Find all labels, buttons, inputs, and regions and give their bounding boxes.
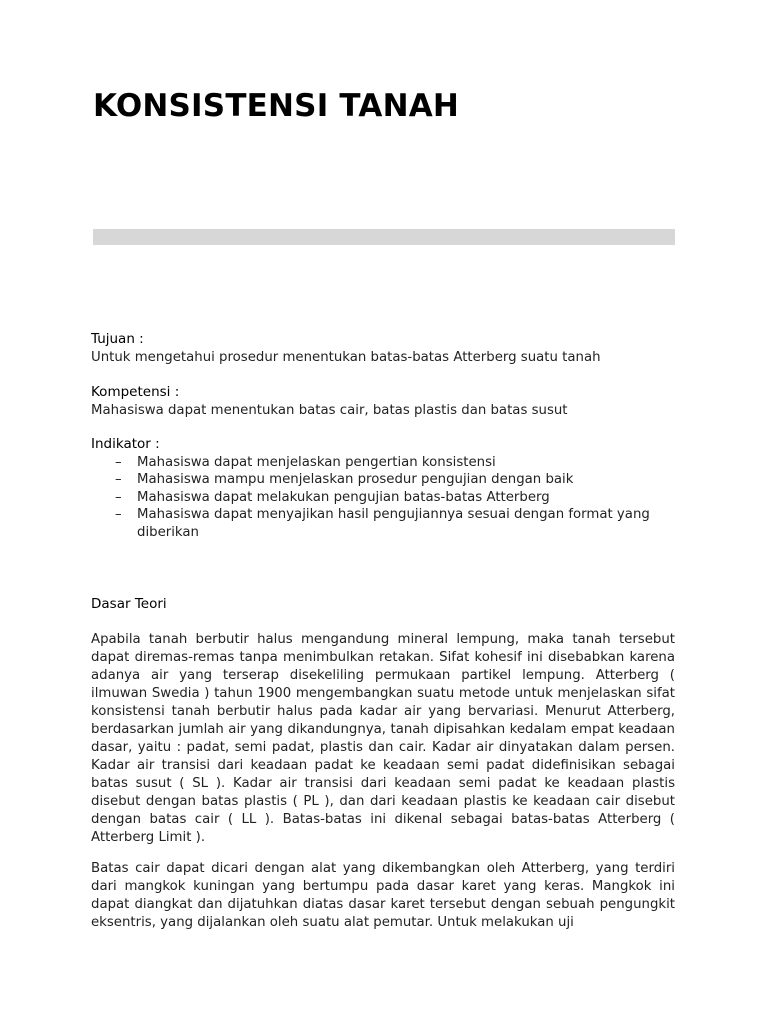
dasar-teori-paragraph-1: Apabila tanah berbutir halus mengandung mineral lempung, maka tanah tersebut dapat diremas-remas tanpa menimbulkan retakan. Sifat kohesif ini disebabkan karena adanya air yang terserap disekeliling permukaan partikel lempung. Atterberg ( ilmuwan Swedia ) tahun 1900 mengembangkan suatu metode untuk menjelaskan sifat konsistensi tanah berbutir halus pada kadar air yang bervariasi. Menurut Atterberg, berdasarkan jumlah air yang dikandungnya, tanah dipisahkan kedalam empat keadaan dasar, yaitu : padat, semi padat, plastis dan cair. Kadar air dinyatakan dalam persen. Kadar air transisi dari keadaan padat ke keadaan semi padat didefinisikan sebagai batas susut ( SL ). Kadar air transisi dari keadaan semi padat ke keadaan plastis disebut dengan batas plastis ( PL ), dan dari keadaan plastis ke keadaan cair disebut dengan batas cair ( LL ). Batas-batas ini dikenal sebagai batas-batas Atterberg ( Atterberg Limit ). [91,632,675,845]
dasar-teori-heading: Dasar Teori [91,596,167,612]
indikator-item [91,506,676,541]
document-title: KONSISTENSI TANAH [93,88,460,124]
indikator-item [91,471,676,489]
indikator-item-text: Mahasiswa dapat melakukan pengujian batas-batas Atterberg [137,489,550,505]
bullet-dash: – [115,489,122,505]
tujuan-section [91,331,676,366]
indikator-item [91,454,676,472]
indikator-item [91,489,676,507]
indikator-list [91,454,676,542]
kompetensi-text: Mahasiswa dapat menentukan batas cair, batas plastis dan batas susut [91,402,568,418]
kompetensi-heading: Kompetensi : [91,384,180,400]
bullet-dash: – [115,454,122,470]
title-separator-bar [93,229,675,245]
tujuan-text: Untuk mengetahui prosedur menentukan batas-batas Atterberg suatu tanah [91,349,601,365]
tujuan-heading: Tujuan : [91,331,144,347]
indikator-item-text: Mahasiswa dapat menyajikan hasil pengujiannya sesuai dengan format yang diberikan [137,507,650,540]
dasar-teori-paragraph-2: Batas cair dapat dicari dengan alat yang dikembangkan oleh Atterberg, yang terdiri dari mangkok kuningan yang bertumpu pada dasar karet yang keras. Mangkok ini dapat diangkat dan dijatuhkan diatas dasar karet tersebut dengan sebuah pengungkit eksentris, yang dijalankan oleh suatu alat pemutar. Untuk melakukan uji [91,861,675,930]
bullet-dash: – [115,472,122,487]
kompetensi-section [91,384,676,419]
indikator-heading: Indikator : [91,436,160,452]
indikator-item-text: Mahasiswa mampu menjelaskan prosedur pengujian dengan baik [137,472,574,487]
bullet-dash: – [115,507,122,522]
indikator-item-text: Mahasiswa dapat menjelaskan pengertian konsistensi [137,454,496,470]
indikator-section [91,436,676,541]
